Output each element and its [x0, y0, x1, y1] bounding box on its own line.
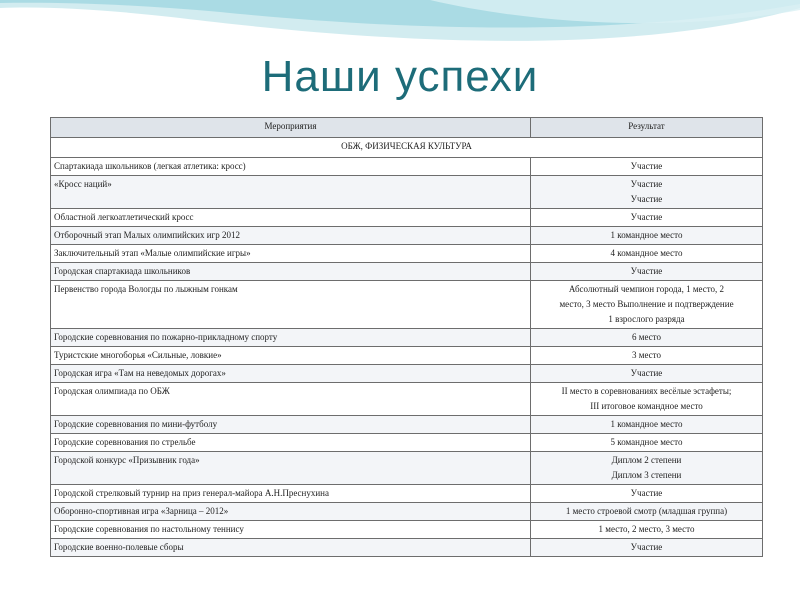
result-line: Участие	[630, 179, 663, 189]
table-row	[51, 485, 763, 503]
table-row	[51, 434, 763, 452]
result-line: Участие	[630, 266, 663, 276]
table-row	[51, 365, 763, 383]
result-cell	[531, 209, 763, 227]
event-cell: Городская спартакиада школьников	[51, 263, 531, 281]
achievements-table	[50, 117, 763, 557]
result-cell	[531, 329, 763, 347]
event-cell: Городская олимпиада по ОБЖ	[51, 383, 531, 416]
result-line: Участие	[630, 194, 663, 204]
result-line: 1 взрослого разряда	[608, 314, 685, 324]
event-cell: Городской стрелковый турнир на приз генерал-майора А.Н.Преснухина	[51, 485, 531, 503]
result-line: Участие	[630, 212, 663, 222]
result-cell	[531, 365, 763, 383]
result-line: 5 командное место	[610, 437, 683, 447]
result-line: Участие	[630, 488, 663, 498]
table-row	[51, 158, 763, 176]
result-cell	[531, 434, 763, 452]
table-row	[51, 263, 763, 281]
result-line: 4 командное место	[610, 248, 683, 258]
event-cell: Спартакиада школьников (легкая атлетика: кросс)	[51, 158, 531, 176]
table-row	[51, 452, 763, 485]
table-row	[51, 383, 763, 416]
result-cell	[531, 383, 763, 416]
result-line: III итоговое командное место	[590, 401, 703, 411]
table-row	[51, 209, 763, 227]
result-cell	[531, 347, 763, 365]
header-events: Мероприятия	[51, 118, 531, 138]
result-cell	[531, 485, 763, 503]
table-row	[51, 245, 763, 263]
event-cell: Городские соревнования по настольному теннису	[51, 521, 531, 539]
result-line: 1 командное место	[610, 419, 683, 429]
result-line: 1 место, 2 место, 3 место	[598, 524, 695, 534]
result-cell	[531, 281, 763, 329]
result-cell	[531, 416, 763, 434]
table-row	[51, 539, 763, 557]
event-cell: Городские соревнования по стрельбе	[51, 434, 531, 452]
result-line: Диплом 2 степени	[611, 455, 682, 465]
header-result: Результат	[531, 118, 763, 138]
event-cell: Отборочный этап Малых олимпийских игр 2012	[51, 227, 531, 245]
section-title: ОБЖ, ФИЗИЧЕСКАЯ КУЛЬТУРА	[51, 138, 763, 158]
event-cell: Городские соревнования по мини-футболу	[51, 416, 531, 434]
result-cell	[531, 452, 763, 485]
section-row	[51, 138, 763, 158]
result-cell	[531, 263, 763, 281]
table-row	[51, 329, 763, 347]
event-cell: Первенство города Вологды по лыжным гонкам	[51, 281, 531, 329]
event-cell: Туристские многоборья «Сильные, ловкие»	[51, 347, 531, 365]
result-line: Абсолютный чемпион города, 1 место, 2	[568, 284, 725, 294]
table-row	[51, 347, 763, 365]
event-cell: «Кросс наций»	[51, 176, 531, 209]
result-line: Участие	[630, 161, 663, 171]
table-row	[51, 521, 763, 539]
result-line: Участие	[630, 368, 663, 378]
event-cell: Городская игра «Там на неведомых дорогах»	[51, 365, 531, 383]
table-row	[51, 281, 763, 329]
result-line: Диплом 3 степени	[611, 470, 682, 480]
result-cell	[531, 521, 763, 539]
result-line: Участие	[630, 542, 663, 552]
table-row	[51, 227, 763, 245]
event-cell: Городской конкурс «Призывник года»	[51, 452, 531, 485]
result-line: 1 командное место	[610, 230, 683, 240]
event-cell: Оборонно-спортивная игра «Зарница – 2012»	[51, 503, 531, 521]
table-row	[51, 176, 763, 209]
result-line: 1 место строевой смотр (младшая группа)	[565, 506, 728, 516]
slide-title: Наши успехи	[261, 52, 539, 101]
result-line: место, 3 место Выполнение и подтверждение	[559, 299, 734, 309]
table-row	[51, 503, 763, 521]
event-cell: Городские военно-полевые сборы	[51, 539, 531, 557]
result-line: II место в соревнованиях весёлые эстафеты;	[561, 386, 732, 396]
table-header-row	[51, 118, 763, 138]
result-cell	[531, 503, 763, 521]
event-cell: Областной легкоатлетический кросс	[51, 209, 531, 227]
result-cell	[531, 227, 763, 245]
result-cell	[531, 539, 763, 557]
result-line: 6 место	[632, 332, 661, 342]
result-cell	[531, 158, 763, 176]
event-cell: Городские соревнования по пожарно-прикладному спорту	[51, 329, 531, 347]
achievements-table-container	[50, 117, 762, 557]
table-row	[51, 416, 763, 434]
event-cell: Заключительный этап «Малые олимпийские игры»	[51, 245, 531, 263]
result-cell	[531, 245, 763, 263]
result-cell	[531, 176, 763, 209]
result-line: 3 место	[632, 350, 661, 360]
